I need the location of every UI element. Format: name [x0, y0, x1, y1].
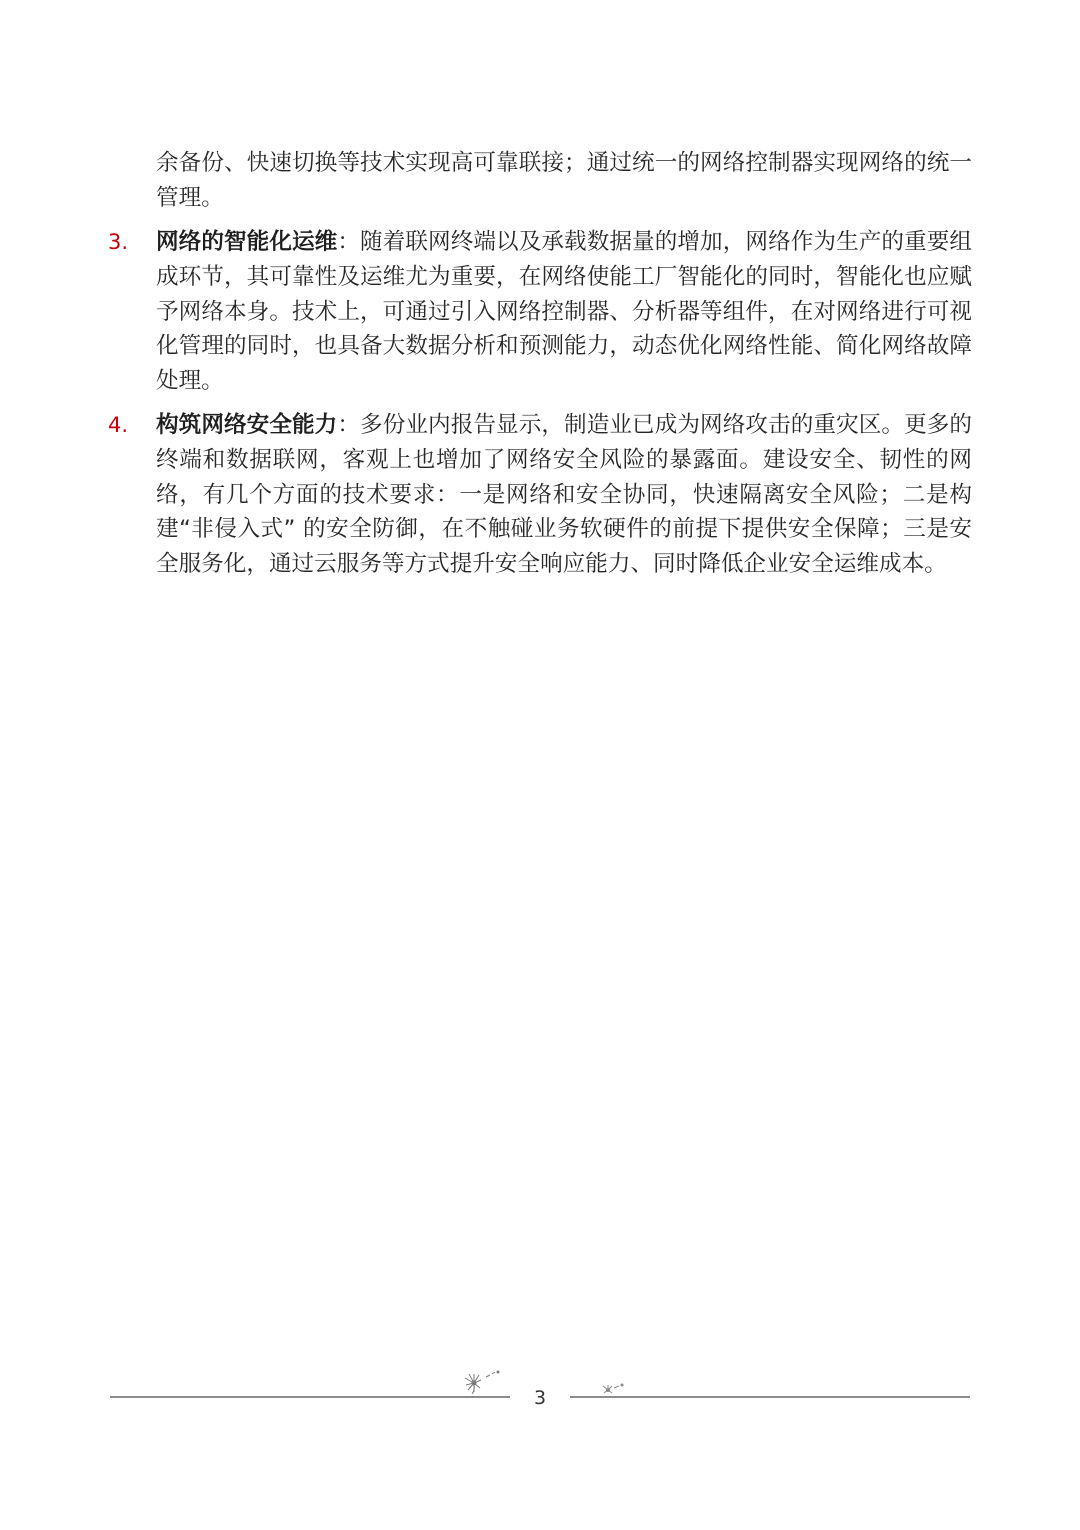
list-item [108, 408, 972, 582]
footer-rule-right [570, 1396, 970, 1398]
list-item-term: 构筑网络安全能力 [156, 412, 338, 438]
footer-rule-left [110, 1396, 510, 1398]
list-item-term: 网络的智能化运维 [156, 229, 338, 255]
list-item-body [156, 408, 972, 582]
continued-paragraph: 余备份、快速切换等技术实现高可靠联接；通过统一的网络控制器实现网络的统一管理。 [156, 150, 972, 211]
list-item-number: 4. [108, 413, 129, 437]
list-item [108, 225, 972, 399]
dandelion-seed-icon [600, 1382, 626, 1396]
list-item-text: ：随着联网终端以及承载数据量的增加，网络作为生产的重要组成环节，其可靠性及运维尤为重要，在网络使能工厂智能化的同时，智能化也应赋予网络本身。技术上，可通过引入网络控制器、分析器等组件，在对网络进行可视化管理的同时，也具备大数据分析和预测能力，动态优化网络性能、简化网络故障处理。 [156, 229, 973, 395]
list-item-text: ：多份业内报告显示，制造业已成为网络攻击的重灾区。更多的终端和数据联网，客观上也增加了网络安全风险的暴露面。建设安全、韧性的网络，有几个方面的技术要求：一是网络和安全协同，快速隔离安全风险；二是构建“非侵入式” 的安全防御，在不触碰业务软硬件的前提下提供安全保障；三是安全服务化，通过云服务等方式提升安全响应能力、同时降低企业安全运维成本。 [156, 412, 973, 578]
list-item-body [156, 225, 972, 399]
dandelion-icon [460, 1368, 504, 1394]
page-number: 3 [533, 1387, 547, 1409]
list-item-number: 3. [108, 230, 129, 254]
